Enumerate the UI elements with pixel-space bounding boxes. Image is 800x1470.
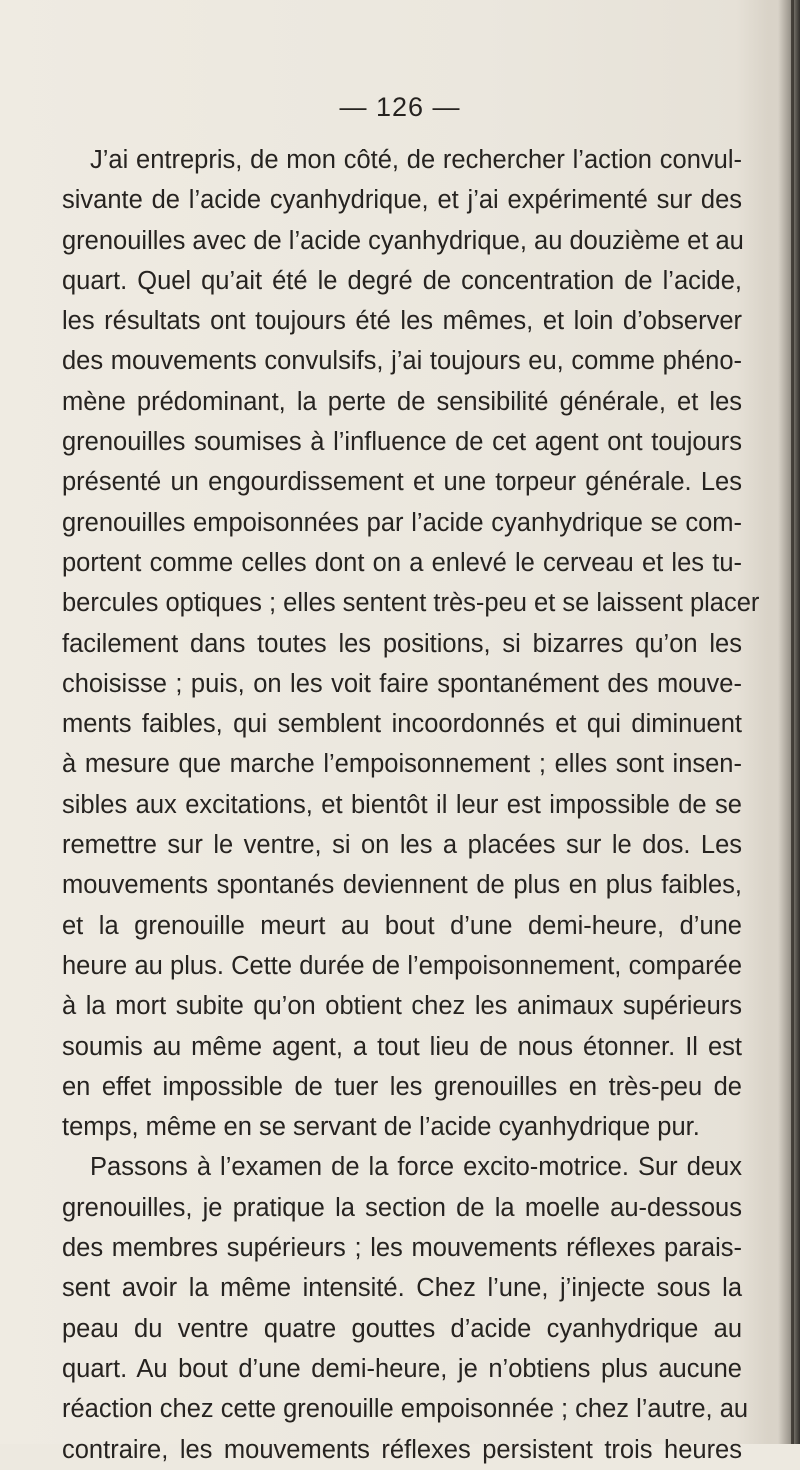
page-number: — 126 — bbox=[339, 92, 461, 122]
text-line: peau du ventre quatre gouttes d’acide cyanhydrique au bbox=[62, 1314, 742, 1343]
text-line: sivante de l’acide cyanhydrique, et j’ai expérimenté sur des bbox=[62, 186, 742, 215]
text-line: ments faibles, qui semblent incoordonnés et qui diminuent bbox=[62, 710, 742, 739]
text-line: mène prédominant, la perte de sensibilité générale, et les bbox=[62, 387, 742, 416]
text-line: temps, même en se servant de l’acide cyanhydrique pur. bbox=[62, 1113, 700, 1142]
text-line: et la grenouille meurt au bout d’une demi-heure, d’une bbox=[62, 911, 742, 940]
text-line: contraire, les mouvements réflexes persistent trois heures bbox=[62, 1435, 742, 1464]
text-line: quart. Au bout d’une demi-heure, je n’obtiens plus aucune bbox=[62, 1354, 742, 1383]
text-line: les résultats ont toujours été les mêmes, et loin d’observer bbox=[62, 307, 742, 336]
text-line: J’ai entrepris, de mon côté, de rechercher l’action convul- bbox=[90, 146, 742, 174]
text-line: sibles aux excitations, et bientôt il leur est impossible de se bbox=[62, 790, 742, 819]
text-line: choisisse ; puis, on les voit faire spontanément des mouve- bbox=[62, 669, 742, 698]
text-line: grenouilles empoisonnées par l’acide cyanhydrique se com- bbox=[62, 508, 742, 537]
text-line: quart. Quel qu’ait été le degré de concentration de l’acide, bbox=[62, 266, 742, 295]
text-line: sent avoir la même intensité. Chez l’une, j’injecte sous la bbox=[62, 1274, 742, 1303]
text-line: bercules optiques ; elles sentent très-peu et se laissent placer bbox=[62, 589, 760, 618]
text-line: à la mort subite qu’on obtient chez les animaux supérieurs bbox=[62, 992, 742, 1021]
text-line: remettre sur le ventre, si on les a placées sur le dos. Les bbox=[62, 831, 742, 860]
text-line: portent comme celles dont on a enlevé le cerveau et les tu- bbox=[62, 548, 742, 577]
text-line: Passons à l’examen de la force excito-motrice. Sur deux bbox=[90, 1153, 742, 1182]
text-line: grenouilles, je pratique la section de la moelle au-dessous bbox=[62, 1193, 742, 1222]
text-line: facilement dans toutes les positions, si bizarres qu’on les bbox=[62, 629, 742, 658]
text-line: mouvements spontanés deviennent de plus en plus faibles, bbox=[62, 871, 742, 900]
text-line: grenouilles soumises à l’influence de cet agent ont toujours bbox=[62, 428, 742, 457]
page-edge-shadow bbox=[778, 0, 800, 1444]
text-line: des membres supérieurs ; les mouvements réflexes parais- bbox=[62, 1234, 742, 1263]
text-line: heure au plus. Cette durée de l’empoisonnement, comparée bbox=[62, 951, 742, 980]
text-line: soumis au même agent, a tout lieu de nous étonner. Il est bbox=[62, 1032, 742, 1061]
text-line: en effet impossible de tuer les grenouilles en très-peu de bbox=[62, 1072, 742, 1101]
text-line: à mesure que marche l’empoisonnement ; elles sont insen- bbox=[62, 750, 742, 779]
body-text bbox=[62, 140, 760, 1470]
text-line: des mouvements convulsifs, j’ai toujours eu, comme phéno- bbox=[62, 347, 742, 376]
text-line: réaction chez cette grenouille empoisonnée ; chez l’autre, au bbox=[62, 1395, 749, 1424]
text-line: présenté un engourdissement et une torpeur générale. Les bbox=[62, 468, 742, 497]
text-line: grenouilles avec de l’acide cyanhydrique, au douzième et au bbox=[62, 226, 744, 255]
page-binding-edge bbox=[791, 0, 794, 1444]
